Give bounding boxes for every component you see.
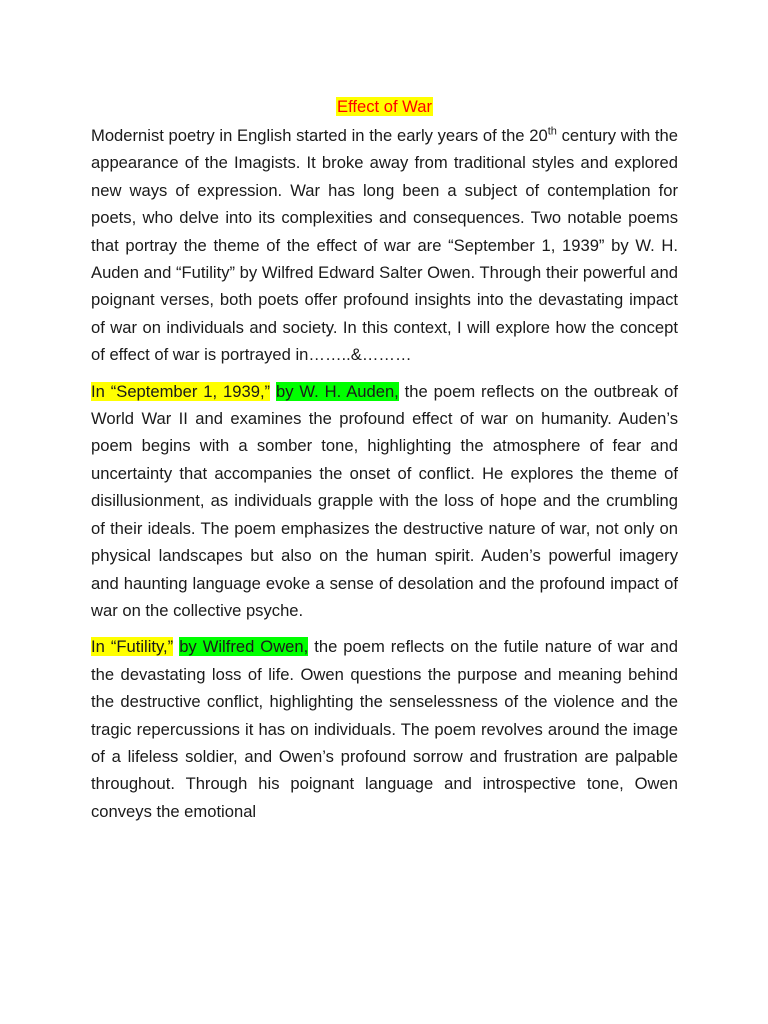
paragraph-auden — [91, 378, 678, 625]
highlight-owen-poem-title: In “Futility,” — [91, 637, 174, 657]
document-title — [91, 93, 678, 120]
highlight-auden-poem-title: In “September 1, 1939,” — [91, 381, 271, 401]
highlight-auden-author: by W. H. Auden, — [275, 381, 399, 401]
paragraph-owen-text: the poem reflects on the futile nature of war and the devastating loss of life. Owen questions the purpose and meaning behind the destructive conflict, highlighting the senselessness of the violence and the tragic repercussions it has on individuals. The poem revolves around the image of a lifeless soldier, and Owen’s profound sorrow and frustration are palpable throughout. Through his poignant language and introspective tone, Owen conveys the emotional — [91, 637, 678, 821]
paragraph-intro — [91, 122, 678, 369]
ordinal-superscript: th — [547, 125, 557, 138]
document-title-text: Effect of War — [337, 97, 432, 116]
paragraph-auden-text: the poem reflects on the outbreak of World War II and examines the profound effect of war on humanity. Auden’s poem begins with a somber tone, highlighting the atmosphere of fear and uncertainty that accompanies the onset of conflict. He explores the theme of disillusionment, as individuals grapple with the loss of hope and the crumbling of their ideals. The poem emphasizes the destructive nature of war, not only on physical landscapes but also on the human spirit. Auden’s powerful imagery and haunting language evoke a sense of desolation and the profound impact of war on the collective psyche. — [91, 381, 678, 620]
paragraph-owen — [91, 633, 678, 825]
paragraph-intro-text-start: Modernist poetry in English started in the early years of the 20 — [91, 126, 548, 145]
highlight-owen-author: by Wilfred Owen, — [179, 637, 309, 657]
document-body — [91, 93, 678, 834]
paragraph-intro-text-end: century with the appearance of the Imagists. It broke away from traditional styles and explored new ways of expression. War has long been a subject of contemplation for poets, who delve into its complexities and consequences. Two notable poems that portray the theme of the effect of war are “September 1, 1939” by W. H. Auden and “Futility” by Wilfred Edward Salter Owen. Through their powerful and poignant verses, both poets offer profound insights into the devastating impact of war on individuals and society. In this context, I will explore how the concept of effect of war is portrayed in……..&……… — [91, 126, 678, 365]
